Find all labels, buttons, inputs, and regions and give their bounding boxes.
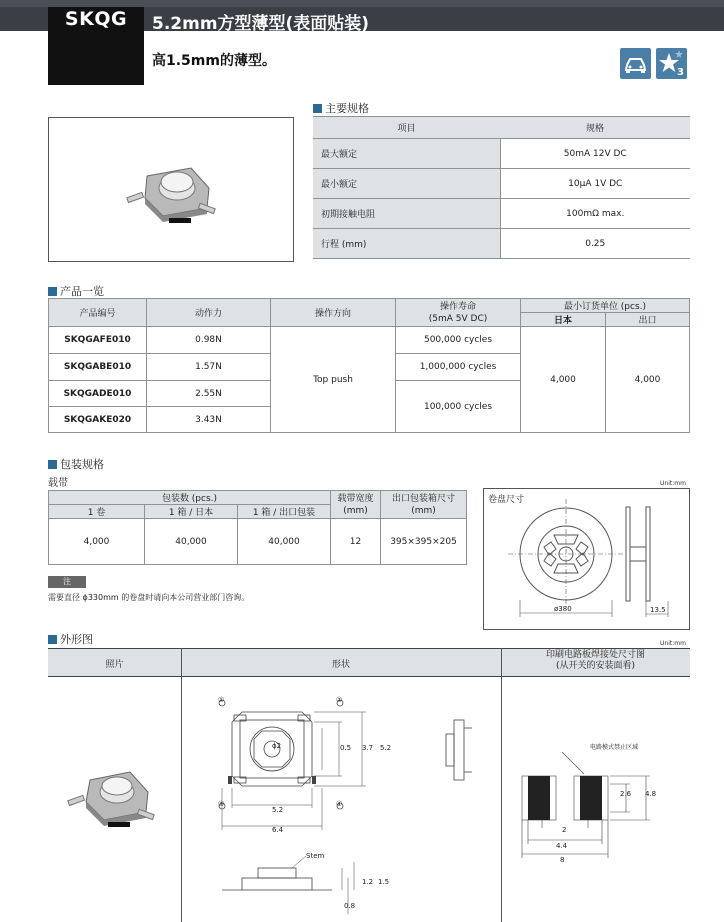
section-marker-icon bbox=[313, 104, 322, 113]
col-box-size-unit: (mm) bbox=[411, 505, 436, 516]
operating-force: 1.57N bbox=[147, 354, 271, 381]
operating-force: 2.55N bbox=[147, 381, 271, 407]
pcb-dim-2: 2 bbox=[562, 826, 567, 834]
reel-title: 卷盘尺寸 bbox=[488, 495, 525, 505]
box-size: 395×395×205 bbox=[381, 519, 467, 565]
dimensions-unit: Unit:mm bbox=[660, 640, 686, 647]
part-number: SKQGAKE020 bbox=[49, 407, 147, 433]
reel-qty: 4,000 bbox=[49, 519, 145, 565]
spec-label: 最小额定 bbox=[313, 169, 500, 199]
reel-diagram-box bbox=[483, 488, 690, 630]
products-table bbox=[48, 298, 690, 433]
note-text: 需要直径 ϕ330mm 的卷盘时请向本公司营业部门咨询。 bbox=[48, 593, 250, 602]
tape-width: 12 bbox=[331, 519, 381, 565]
product-photo bbox=[49, 118, 293, 261]
pcb-dim-2-6: 2.6 bbox=[620, 790, 632, 798]
packing-section-label: 包装规格 bbox=[60, 458, 104, 471]
part-number: SKQGABE010 bbox=[49, 354, 147, 381]
dim-5-2-vertical: 5.2 bbox=[380, 744, 392, 752]
col-tape-width bbox=[331, 491, 381, 519]
section-marker-icon bbox=[48, 287, 57, 296]
dim-0-5: 0.5 bbox=[340, 744, 352, 752]
col-shape: 形状 bbox=[331, 660, 350, 670]
col-pcb bbox=[501, 650, 690, 672]
series-code: SKQG bbox=[64, 8, 128, 30]
dim-5-2: 5.2 bbox=[272, 806, 284, 814]
col-tape-width-label: 载带宽度 bbox=[337, 493, 374, 504]
section-marker-icon bbox=[48, 635, 57, 644]
products-section-title bbox=[48, 283, 104, 299]
note-tag: 注 bbox=[48, 576, 86, 588]
star-rating-icon bbox=[656, 48, 687, 79]
dim-1-2: 1.2 bbox=[362, 878, 374, 886]
spec-value: 10μA 1V DC bbox=[500, 169, 690, 199]
packing-subtitle: 载带 bbox=[48, 478, 68, 489]
dimensions-section-label: 外形图 bbox=[60, 633, 93, 646]
pcb-dim-4-8: 4.8 bbox=[645, 790, 657, 798]
spec-value: 50mA 12V DC bbox=[500, 139, 690, 169]
moq-japan-value: 4,000 bbox=[521, 327, 606, 433]
table-row bbox=[49, 327, 690, 354]
part-number: SKQGADE010 bbox=[49, 381, 147, 407]
dim-3-7: 3.7 bbox=[362, 744, 374, 752]
packing-table bbox=[48, 490, 467, 565]
specs-section-label: 主要规格 bbox=[325, 102, 369, 115]
page-subtitle: 高1.5mm的薄型。 bbox=[152, 53, 276, 69]
moq-export-value: 4,000 bbox=[606, 327, 690, 433]
table-row bbox=[49, 519, 467, 565]
specs-col-spec: 规格 bbox=[500, 117, 690, 139]
col-pcb-label: 印刷电路板焊接处尺寸图 bbox=[545, 650, 645, 660]
col-life bbox=[396, 299, 521, 327]
spec-label: 行程 (mm) bbox=[313, 229, 500, 259]
pin-3-label: ③ bbox=[218, 800, 225, 808]
section-marker-icon bbox=[48, 460, 57, 469]
operating-life: 500,000 cycles bbox=[396, 327, 521, 354]
stem-label: Stem bbox=[306, 852, 325, 860]
col-force: 动作力 bbox=[147, 299, 271, 327]
header-top-bar bbox=[0, 0, 724, 7]
col-direction: 操作方向 bbox=[271, 299, 396, 327]
product-photo-box bbox=[48, 117, 294, 262]
dim-1-5: 1.5 bbox=[378, 878, 390, 886]
pcb-dim-4-4: 4.4 bbox=[556, 842, 568, 850]
col-moq: 最小订货单位 (pcs.) bbox=[521, 299, 690, 313]
col-moq-export: 出口 bbox=[606, 313, 690, 327]
pin-4-label: ④ bbox=[336, 800, 343, 808]
dimensions-section-title bbox=[48, 631, 93, 647]
dimension-product-photo bbox=[50, 740, 178, 850]
col-life-sub: (5mA 5V DC) bbox=[428, 313, 488, 324]
col-moq-japan: 日本 bbox=[521, 313, 606, 327]
col-pcb-sub: (从开关的安装面看) bbox=[555, 661, 636, 671]
pcb-keepout-label: 电路模式禁止区域 bbox=[590, 744, 639, 751]
packing-section-title bbox=[48, 456, 104, 472]
dim-0-8: 0.8 bbox=[344, 902, 356, 910]
pin-2-label: ② bbox=[336, 696, 343, 704]
col-tape-width-unit: (mm) bbox=[343, 505, 368, 516]
pcb-dim-8: 8 bbox=[560, 856, 565, 864]
page-title: 5.2mm方型薄型(表面贴装) bbox=[152, 14, 370, 34]
operating-force: 0.98N bbox=[147, 327, 271, 354]
col-photo: 照片 bbox=[105, 660, 124, 670]
col-box-export: 1 箱 / 出口包装 bbox=[238, 505, 331, 519]
box-export-qty: 40,000 bbox=[238, 519, 331, 565]
box-japan-qty: 40,000 bbox=[145, 519, 238, 565]
dim-6-4: 6.4 bbox=[272, 826, 284, 834]
operating-life: 1,000,000 cycles bbox=[396, 354, 521, 381]
col-box-size-label: 出口包装箱尺寸 bbox=[391, 493, 455, 504]
spec-value: 0.25 bbox=[500, 229, 690, 259]
dim-phi-2: ϕ2 bbox=[272, 742, 282, 750]
specs-col-item: 项目 bbox=[313, 117, 500, 139]
specs-section-title bbox=[313, 100, 369, 116]
operating-direction: Top push bbox=[271, 327, 396, 433]
col-reel: 1 卷 bbox=[49, 505, 145, 519]
part-number: SKQGAFE010 bbox=[49, 327, 147, 354]
reel-width-label: 13.5 bbox=[650, 606, 666, 614]
operating-force: 3.43N bbox=[147, 407, 271, 433]
products-section-label: 产品一览 bbox=[60, 285, 104, 298]
operating-life: 100,000 cycles bbox=[396, 381, 521, 433]
packing-unit: Unit:mm bbox=[660, 480, 686, 487]
spec-value: 100mΩ max. bbox=[500, 199, 690, 229]
col-packing-qty: 包装数 (pcs.) bbox=[49, 491, 331, 505]
spec-label: 初期接触电阻 bbox=[313, 199, 500, 229]
col-part-no: 产品编号 bbox=[49, 299, 147, 327]
reel-diameter-label: ø380 bbox=[554, 605, 572, 613]
col-box-japan: 1 箱 / 日本 bbox=[145, 505, 238, 519]
pin-1-label: ① bbox=[218, 696, 225, 704]
col-box-size bbox=[381, 491, 467, 519]
pcb-footprint-drawing bbox=[502, 678, 690, 922]
specs-table bbox=[313, 116, 690, 259]
star-rating-number: 3 bbox=[677, 67, 684, 78]
car-icon bbox=[620, 48, 651, 79]
spec-label: 最大额定 bbox=[313, 139, 500, 169]
col-life-label: 操作寿命 bbox=[439, 301, 476, 312]
